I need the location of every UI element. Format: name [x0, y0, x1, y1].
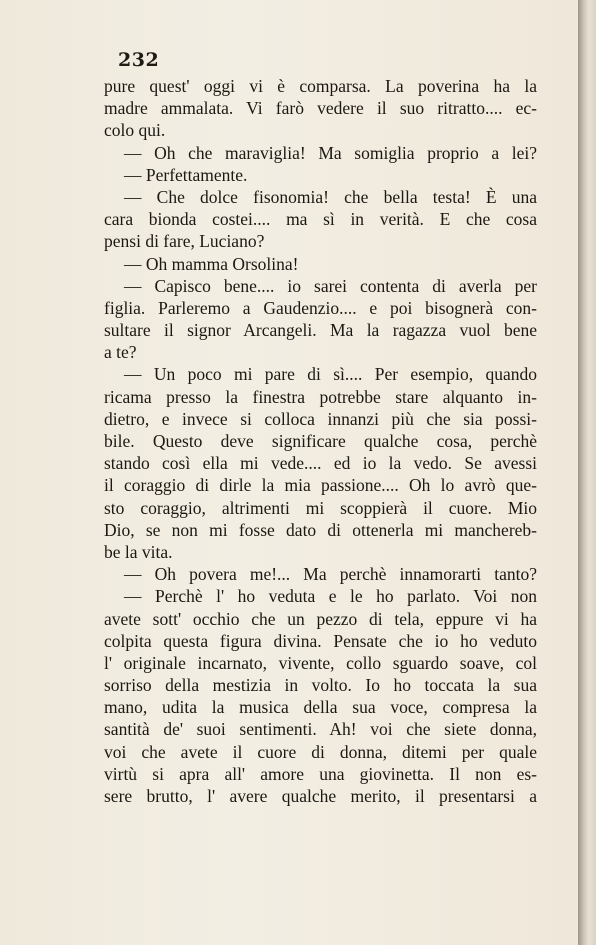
text-line: virtù si apra all' amore una giovinetta. Il non es- — [104, 763, 537, 784]
text-line: sorriso della mestizia in volto. Io ho toccata la sua — [104, 675, 537, 696]
text-line: — Perchè l' ho veduta e le ho parlato. Voi non — [124, 586, 537, 607]
page-number: 232 — [118, 49, 160, 71]
text-line: sto coraggio, altrimenti mi scoppierà il cuore. Mio — [104, 497, 537, 518]
text-line: — Oh che maraviglia! Ma somiglia proprio a lei? — [124, 142, 537, 163]
text-line: mano, udita la musica della sua voce, compresa la — [104, 697, 537, 718]
text-line: pure quest' oggi vi è comparsa. La poverina ha la — [104, 76, 537, 96]
text-line: l' originale incarnato, vivente, collo sguardo soave, col — [104, 652, 537, 673]
text-line: colpita questa figura divina. Pensate che io ho veduto — [104, 630, 537, 651]
text-line: sere brutto, l' avere qualche merito, il presentarsi a — [104, 786, 537, 806]
text-line: — Che dolce fisonomia! che bella testa! È una — [124, 186, 537, 207]
text-line: cara bionda costei.... ma sì in verità. E che cosa — [104, 209, 537, 230]
text-line: — Capisco bene.... io sarei contenta di averla per — [124, 275, 537, 296]
text-line: ricama presso la finestra potrebbe stare alquanto in- — [104, 386, 537, 407]
text-line: Dio, se non mi fosse dato di ottenerla mi manchereb- — [104, 519, 537, 540]
text-line: voi che avete il cuore di donna, ditemi per quale — [104, 741, 537, 762]
page-edge — [578, 0, 596, 945]
text-line: be la vita. — [104, 541, 173, 562]
body-text — [104, 75, 537, 807]
text-line: colo qui. — [104, 120, 166, 141]
text-line: a te? — [104, 342, 137, 363]
text-line: — Oh mamma Orsolina! — [124, 253, 299, 274]
text-line: — Oh povera me!... Ma perchè innamorarti tanto? — [124, 564, 537, 585]
text-line: il coraggio di dirle la mia passione.... Oh lo avrò que- — [104, 475, 537, 496]
text-line: figlia. Parleremo a Gaudenzio.... e poi bisognerà con- — [104, 297, 537, 318]
text-line: santità de' suoi sentimenti. Ah! voi che siete donna, — [104, 719, 537, 740]
text-line: pensi di fare, Luciano? — [104, 231, 265, 252]
text-line: — Un poco mi pare di sì.... Per esempio, quando — [124, 364, 537, 385]
text-line: avete sott' occhio che un pezzo di tela, eppure vi ha — [104, 608, 537, 629]
text-line: sultare il signor Arcangeli. Ma la ragazza vuol bene — [104, 320, 537, 341]
text-line: stando così ella mi vede.... ed io la vedo. Se avessi — [104, 453, 537, 474]
text-line: — Perfettamente. — [124, 164, 248, 185]
text-line: bile. Questo deve significare qualche cosa, perchè — [104, 431, 537, 451]
text-line: dietro, e invece si colloca innanzi più che sia possi- — [104, 408, 537, 429]
text-line: madre ammalata. Vi farò vedere il suo ritratto.... ec- — [104, 98, 537, 119]
